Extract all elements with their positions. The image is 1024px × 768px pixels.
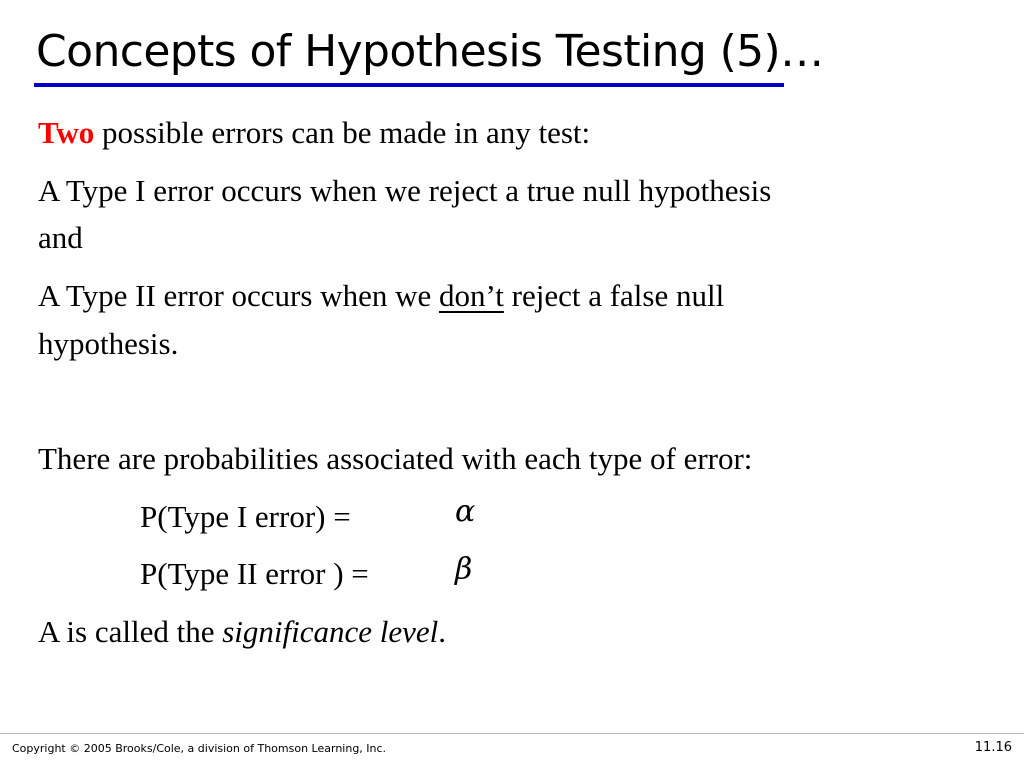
footer-divider	[0, 733, 1024, 734]
line-type-one-probability: P(Type I error) =	[140, 499, 351, 534]
line-two-errors	[38, 110, 590, 156]
line-significance-level	[38, 609, 446, 655]
beta-symbol: β	[455, 552, 473, 587]
underlined-dont: don’t	[438, 278, 504, 313]
line-type-two-def-cont: hypothesis.	[38, 326, 179, 361]
line-type-one-def: A Type I error occurs when we reject a true null hypothesis	[38, 173, 772, 208]
line-type-two-def	[38, 273, 724, 319]
line-type-two-post: reject a false null	[503, 278, 725, 313]
line-type-two-probability: P(Type II error ) =	[140, 556, 369, 591]
line-probabilities-intro: There are probabilities associated with each type of error:	[38, 441, 753, 476]
significance-level-term: significance level	[222, 614, 439, 649]
footer-copyright: Copyright © 2005 Brooks/Cole, a division of Thomson Learning, Inc.	[12, 742, 387, 755]
line-type-one-def-cont: and	[38, 220, 83, 255]
line-significance-post: .	[438, 614, 447, 649]
line-type-two-pre: A Type II error occurs when we	[38, 278, 439, 313]
line-two-errors-rest: possible errors can be made in any test:	[94, 115, 591, 150]
line-significance-pre: A is called the	[38, 614, 223, 649]
slide-number: 11.16	[974, 740, 1012, 755]
emphasis-two: Two	[38, 115, 95, 150]
alpha-symbol: α	[455, 494, 476, 529]
title-underline-rule	[34, 83, 784, 87]
slide-title: Concepts of Hypothesis Testing (5)…	[36, 26, 824, 77]
